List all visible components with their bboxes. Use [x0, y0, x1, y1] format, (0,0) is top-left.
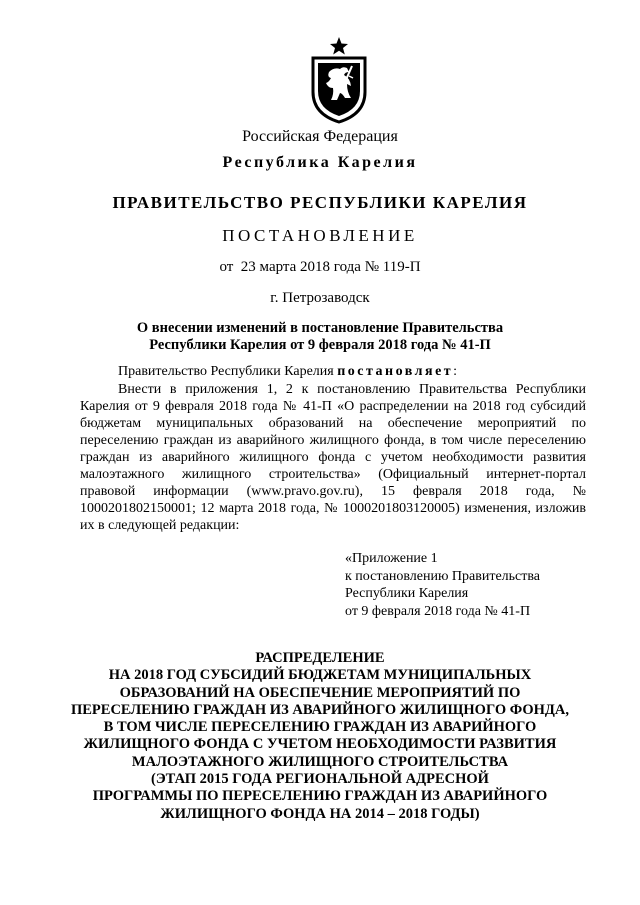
decree-intro [80, 363, 586, 380]
appendix-line: «Приложение 1 [345, 551, 438, 566]
document-date-number: от 23 марта 2018 года № 119-П [219, 259, 421, 275]
document-city: г. Петрозаводск [270, 290, 370, 306]
intro-suffix: : [453, 364, 458, 379]
subject-line: Республики Карелия от 9 февраля 2018 года № 41-П [149, 337, 491, 353]
document-subject [0, 320, 640, 354]
coat-of-arms-icon [307, 36, 371, 124]
distribution-line: МАЛОЭТАЖНОГО ЖИЛИЩНОГО СТРОИТЕЛЬСТВА [131, 753, 509, 770]
main-paragraph: Внести в приложения 1, 2 к постановлению Правительства Республики Карелия от 9 февраля 2018 года № 41-П «О распределении на 2018 год субсидий бюджетам муниципальных образований на обеспечение мероприятий по переселению граждан из аварийного жилищного фонда, в том числе переселению граждан из аварийного жилищного фонда с учетом необходимости развития малоэтажного жилищного строительства» (Официальный интернет-портал правовой информации (www.pravo.gov.ru), 15 февраля 2018 года, № 1000201802150001; 12 марта 2018 года, № 1000201803120005) изменения, изложив их в следующей редакции: [80, 382, 586, 533]
distribution-line: НА 2018 ГОД СУБСИДИЙ БЮДЖЕТАМ МУНИЦИПАЛЬНЫХ [108, 667, 532, 684]
distribution-line: ОБРАЗОВАНИЙ НА ОБЕСПЕЧЕНИЕ МЕРОПРИЯТИЙ ПО [119, 684, 521, 701]
subject-line: О внесении изменений в постановление Правительства [136, 320, 504, 336]
intro-prefix: Правительство Республики Карелия [118, 364, 338, 379]
distribution-line: (ЭТАП 2015 ГОДА РЕГИОНАЛЬНОЙ АДРЕСНОЙ [151, 771, 489, 788]
decree-word: постановляет [337, 364, 454, 379]
appendix-reference [345, 550, 605, 620]
republic-name: Республика Карелия [222, 154, 418, 171]
distribution-line: ЖИЛИЩНОГО ФОНДА НА 2014 – 2018 ГОДЫ) [160, 805, 480, 822]
distribution-line: ПЕРЕСЕЛЕНИЮ ГРАЖДАН ИЗ АВАРИЙНОГО ЖИЛИЩНОГО ФОНДА, [70, 701, 569, 718]
appendix-line: к постановлению Правительства [345, 568, 541, 584]
distribution-line: ПРОГРАММЫ ПО ПЕРЕСЕЛЕНИЮ ГРАЖДАН ИЗ АВАРИЙНОГО [92, 788, 548, 805]
distribution-line: В ТОМ ЧИСЛЕ ПЕРЕСЕЛЕНИЮ ГРАЖДАН ИЗ АВАРИЙНОГО [103, 719, 537, 736]
government-title: ПРАВИТЕЛЬСТВО РЕСПУБЛИКИ КАРЕЛИЯ [112, 193, 528, 212]
distribution-title [0, 650, 640, 823]
distribution-line: ЖИЛИЩНОГО ФОНДА С УЧЕТОМ НЕОБХОДИМОСТИ РАЗВИТИЯ [83, 736, 557, 753]
document-type: ПОСТАНОВЛЕНИЕ [222, 226, 418, 245]
federation-name: Российская Федерация [242, 128, 398, 145]
distribution-line: РАСПРЕДЕЛЕНИЕ [255, 650, 385, 666]
appendix-line: Республики Карелия [345, 586, 469, 601]
appendix-line: от 9 февраля 2018 года № 41-П [345, 603, 531, 619]
